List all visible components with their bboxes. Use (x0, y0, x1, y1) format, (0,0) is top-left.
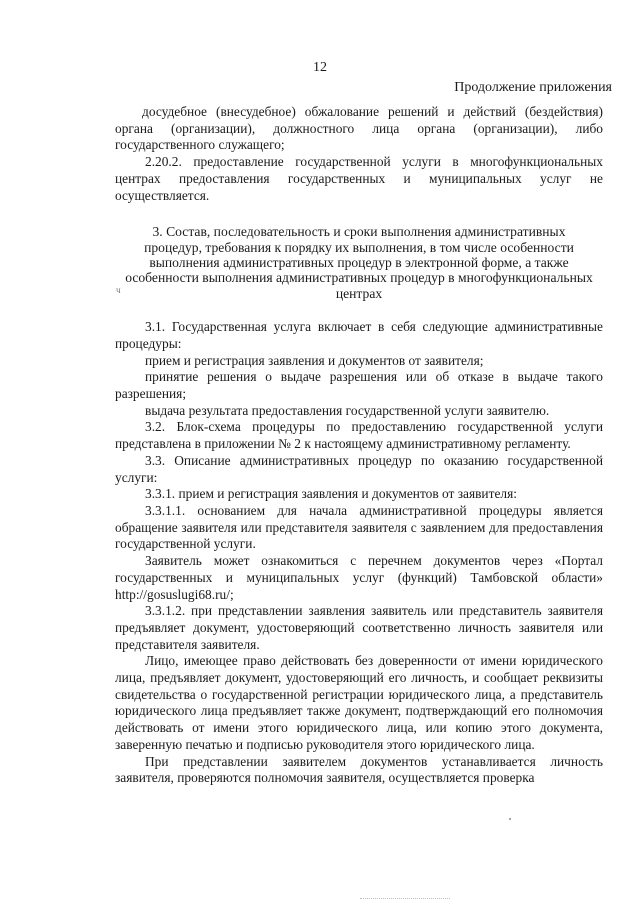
paragraph-3-2: 3.2. Блок-схема процедуры по предоставлению государственной услуги представлена в приложении № 2 к настоящему административному регламенту. (115, 419, 603, 452)
paragraph-3-1: 3.1. Государственная услуга включает в себя следующие административные процедуры: (115, 319, 603, 351)
scan-speck (509, 818, 511, 820)
spacer (115, 204, 603, 224)
list-item: прием и регистрация заявления и документов от заявителя; (145, 352, 484, 368)
paragraph-3-3-1-2: 3.3.1.2. при представлении заявления заявитель или представитель заявителя предъявляет документ, удостоверяющий соответственно личность заявителя или представителя заявителя. (115, 603, 603, 652)
heading-line: особенности выполнения административных процедур в многофункциональных (125, 270, 593, 286)
continuation-label: Продолжение приложения (454, 80, 612, 95)
scan-mark: ч (116, 285, 121, 295)
section-3-heading (121, 224, 597, 301)
scan-edge-dots (360, 898, 450, 900)
paragraph-appeal: досудебное (внесудебное) обжалование решений и действий (бездействия) органа (организации), должностного лица органа (организации), либо государственного служащего; (115, 104, 603, 153)
page-number: 12 (313, 60, 327, 75)
paragraph-2-20-2: 2.20.2. предоставление государственной услуги в многофункциональных центрах предоставления государственных и муниципальных услуг не осуществляется. (115, 154, 603, 203)
paragraph-3-3-1: 3.3.1. прием и регистрация заявления и документов от заявителя: (145, 486, 517, 502)
document-body (115, 104, 603, 787)
heading-line: выполнения административных процедур в электронной форме, а также (149, 255, 569, 271)
heading-line: процедур, требования к порядку их выполнения, в том числе особенности (144, 239, 574, 255)
paragraph-3-3-1-1: 3.3.1.1. основанием для начала административной процедуры является обращение заявителя или представителя заявителя с заявлением для предоставления государственной услуги. (115, 502, 603, 552)
heading-line: 3. Состав, последовательность и сроки выполнения административных (152, 224, 566, 240)
heading-line: центрах (335, 285, 383, 301)
paragraph-legal-entity: Лицо, имеющее право действовать без доверенности от имени юридического лица, предъявляет документ, удостоверяющий его личность, и сообщает реквизиты свидетельства о государственной регистрации юридического лица, а представитель юридического лица предъявляет также документ, подтверждающий его полномочия действовать от имени этого юридического лица, или копию этого документа, заверенную печатью и подписью руководителя этого юридического лица. (115, 653, 603, 752)
paragraph-verification: При представлении заявителем документов устанавливается личность заявителя, проверяются полномочия заявителя, осуществляется проверка (115, 753, 603, 786)
paragraph-portal: Заявитель может ознакомиться с перечнем документов через «Портал государственных и муниципальных услуг (функций) Тамбовской области» http://gosuslugi68.ru/; (115, 553, 603, 602)
paragraph-3-3: 3.3. Описание административных процедур по оказанию государственной услуги: (115, 452, 603, 485)
spacer (115, 301, 603, 319)
list-item: выдача результата предоставления государственной услуги заявителю. (145, 402, 550, 418)
list-item: принятие решения о выдаче разрешения или об отказе в выдаче такого разрешения; (115, 369, 603, 402)
